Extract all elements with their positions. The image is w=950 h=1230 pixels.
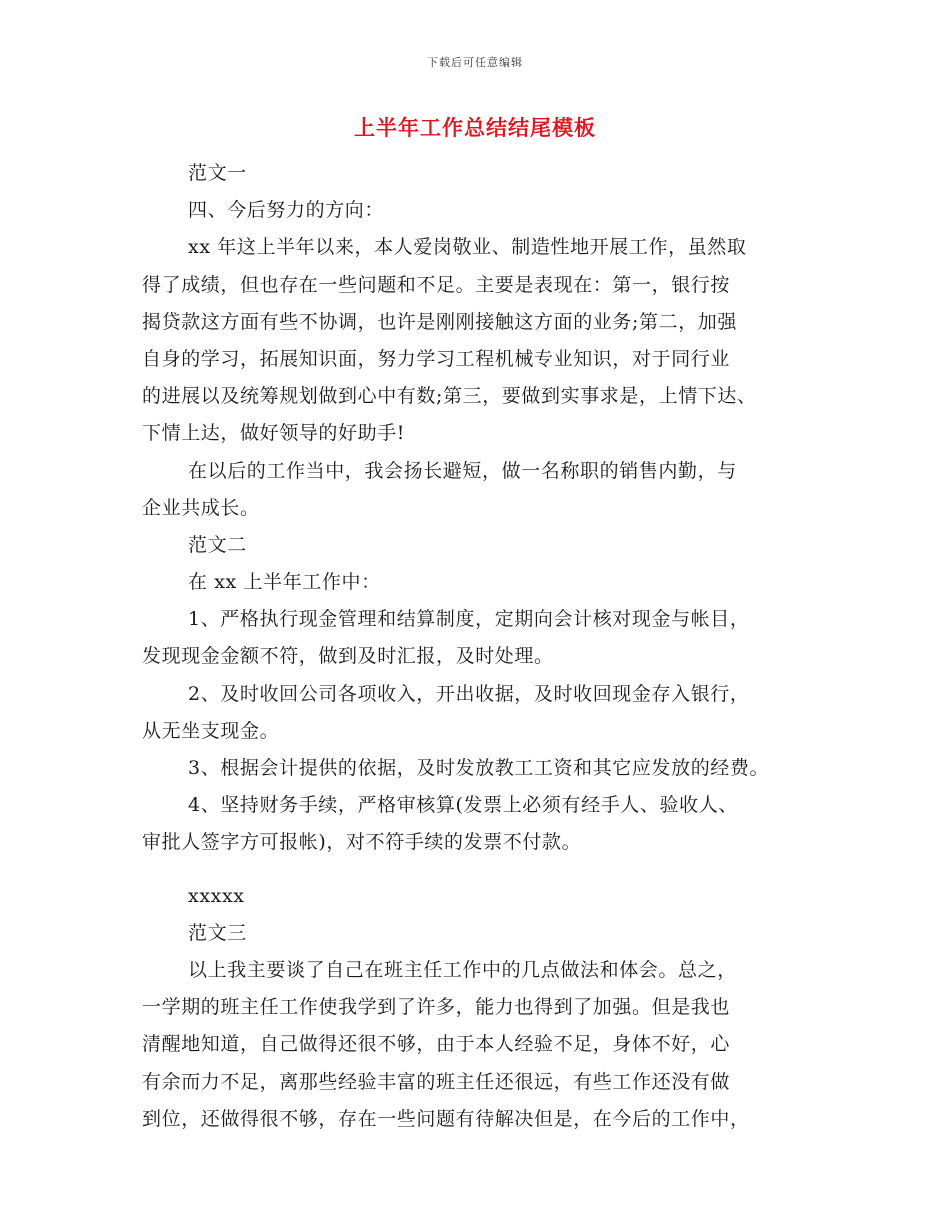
text-line: 2、及时收回公司各项收入，开出收据，及时收回现金存入银行， [188,682,750,705]
text-line: 发现现金金额不符，做到及时汇报，及时处理。 [142,645,554,668]
text-line: xx 年这上半年以来，本人爱岗敬业、制造性地开展工作，虽然取 [188,236,747,259]
text-line: 到位，还做得很不够，存在一些问题有待解决但是，在今后的工作中， [142,1107,750,1130]
text-line: xxxxx [188,884,245,907]
text-line: 在 xx 上半年工作中： [188,571,381,594]
text-line: 自身的学习，拓展知识面，努力学习工程机械专业知识，对于同行业 [142,347,731,370]
text-line: 企业共成长。 [142,496,260,519]
text-line: 的进展以及统筹规划做到心中有数;第三，要做到实事求是，上情下达、 [142,385,757,408]
text-line: 3、根据会计提供的依据，及时发放教工工资和其它应发放的经费。 [188,757,770,779]
paragraph-gap [142,862,832,878]
text-line: 得了成绩，但也存在一些问题和不足。主要是表现在：第一，银行按 [142,273,731,296]
text-line: 清醒地知道，自己做得还很不够，由于本人经验不足，身体不好，心 [142,1033,731,1056]
document-title: 上半年工作总结结尾模板 [354,116,596,140]
text-line: 揭贷款这方面有些不协调，也许是刚刚接触这方面的业务;第二，加强 [142,310,738,333]
document-body [142,155,832,1138]
text-line: 范文一 [188,162,247,184]
text-line: 有余而力不足，离那些经验丰富的班主任还很远，有些工作还没有做 [142,1070,731,1093]
text-line: 范文二 [188,533,247,556]
text-line: 在以后的工作当中，我会扬长避短，做一名称职的销售内勤，与 [188,459,737,482]
text-line: 4、坚持财务手续，严格审核算(发票上必须有经手人、验收人、 [188,794,738,817]
text-line: 以上我主要谈了自己在班主任工作中的几点做法和体会。总之， [188,958,737,981]
text-line: 1、严格执行现金管理和结算制度，定期向会计核对现金与帐目， [188,608,750,631]
text-line: 审批人签字方可报帐)，对不符手续的发票不付款。 [142,831,582,854]
text-line: 四、今后努力的方向： [188,199,385,222]
text-line: 下情上达，做好领导的好助手! [142,422,406,445]
text-line: 从无坐支现金。 [142,719,280,742]
header-note: 下载后可任意编辑 [427,56,523,69]
text-line: 一学期的班主任工作使我学到了许多，能力也得到了加强。但是我也 [142,996,731,1019]
text-line: 范文三 [188,921,247,944]
